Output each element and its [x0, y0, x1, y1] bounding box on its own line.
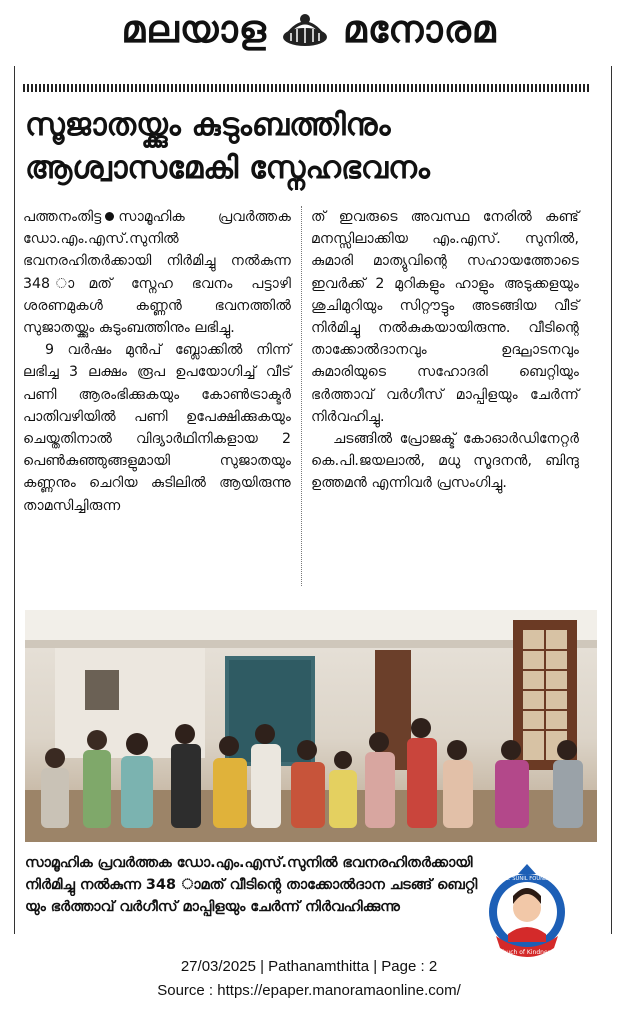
caption-line: സാമൂഹിക പ്രവർത്തക ഡോ.എം.എസ്.സുനിൽ ഭവനരഹിതർക്കായി	[25, 855, 473, 871]
article-column-right	[311, 206, 579, 495]
footer-date-line: 27/03/2025 | Pathanamthitta | Page : 2	[180, 958, 438, 975]
caption-line: നിർമിച്ചു നൽകുന്ന 348 ാമത് വീടിന്റെ താക്കോൽദാന ചടങ്ങ് ബെറ്റി	[25, 877, 478, 893]
seal-text: DR M.S. SUNIL FOUNDATION	[490, 876, 564, 882]
bullet-icon	[105, 212, 114, 221]
dotted-rule	[23, 84, 591, 92]
article-photo	[25, 610, 597, 842]
masthead-left-word: മലയാള	[121, 6, 267, 51]
caption-line: യും ഭർത്താവ് വർഗീസ് മാപ്പിളയും ചേർന്ന് നിർവഹിക്കുന്നു	[25, 899, 400, 915]
foundation-seal-logo	[486, 862, 568, 966]
dateline: പത്തനംതിട്ട	[23, 209, 102, 225]
emblem-icon	[277, 7, 333, 51]
news-clipping	[14, 66, 612, 934]
column-divider	[301, 206, 302, 586]
paragraph: 9 വർഷം മുൻപ് ബ്ലോക്കിൽ നിന്ന് ലഭിച്ച 3 ലക്ഷം രൂപ ഉപയോഗിച്ച് വീട് പണി ആരംഭിക്കുകയും കോൺട്രാക്ടർ പാതിവഴിയിൽ പണി ഉപേക്ഷിക്കുകയും ചെയ്തതിനാൽ വിദ്യാർഥിനികളായ 2 പെൺകുഞ്ഞുങ്ങളുമായി സുജാതയും കണ്ണനും ചെറിയ കുടിലിൽ ആയിരുന്നു താമസിച്ചിരുന്ന	[23, 342, 291, 514]
paragraph: സാമൂഹിക പ്രവർത്തക ഡോ.എം.എസ്.സുനിൽ ഭവനരഹിതർക്കായി നിർമിച്ചു നൽകുന്ന 348 ാമത് സ്നേഹ ഭവനം പട്ടാഴി ശരണമുകൾ കണ്ണൻ ഭവനത്തിൽ സുജാതയ്ക്കും കുടുംബത്തിനും ലഭിച്ചു.	[23, 209, 291, 337]
seal-tagline: Touch of Kindness	[500, 949, 554, 956]
masthead	[0, 0, 618, 58]
masthead-right-word: മനോരമ	[342, 6, 497, 51]
article-headline	[25, 104, 595, 190]
headline-line: സൂജാതയ്ക്കും കുടുംബത്തിനും	[25, 107, 391, 143]
paragraph: ത് ഇവരുടെ അവസ്ഥ നേരിൽ കണ്ട് മനസ്സിലാക്കിയ എം.എസ്. സുനിൽ, കുമാരി മാത്യുവിന്റെ സഹായത്തോടെ ഇവർക്ക് 2 മുറികളും ഹാളും അടുക്കളയും ശുചിമുറിയും സിറ്റൗട്ടും അടങ്ങിയ വീട് നിർമിച്ചു നൽകുകയായിരുന്നു. വീടിന്റെ താക്കോൽദാനവും ഉദ്ഘാടനവും കുമാരിയുടെ സഹോദരി ബെറ്റിയും ഭർത്താവ് വർഗീസ് മാപ്പിളയും ചേർന്ന് നിർവഹിച്ചു.	[311, 209, 579, 425]
photo-illustration	[25, 610, 597, 842]
footer-source-line: Source : https://epaper.manoramaonline.com/	[157, 982, 461, 999]
paragraph: ചടങ്ങിൽ പ്രോജക്ട് കോഓർഡിനേറ്റർ കെ.പി.ജയലാൽ, മധു സൂദനൻ, ബിന്ദു ഉത്തമൻ എന്നിവർ പ്രസംഗിച്ചു.	[311, 431, 579, 492]
headline-line: ആശ്വാസമേകി സ്നേഹഭവനം	[25, 150, 430, 186]
article-column-left	[23, 206, 291, 517]
